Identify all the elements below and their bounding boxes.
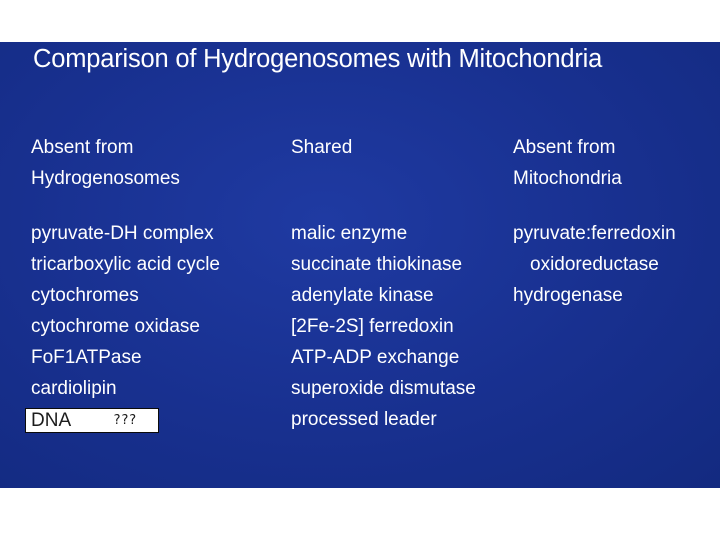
list-item: malic enzyme [291,223,408,244]
column-header: Hydrogenosomes [31,168,180,189]
slide-title: Comparison of Hydrogenosomes with Mitochondria [33,45,603,73]
list-item: tricarboxylic acid cycle [31,254,220,275]
list-item: superoxide dismutase [291,378,476,399]
list-item: [2Fe-2S] ferredoxin [291,316,454,337]
column-absent-from-mitochondria [513,132,676,311]
list-item: ATP-ADP exchange [291,347,460,368]
list-item: succinate thiokinase [291,254,463,275]
list-item: pyruvate:ferredoxin [513,223,676,244]
list-item: adenylate kinase [291,285,434,306]
list-item: cardiolipin [31,378,117,399]
list-item: cytochrome oxidase [31,316,200,337]
column-header [291,163,476,194]
column-header: Shared [291,137,353,158]
list-item: cytochromes [31,285,139,306]
column-absent-from-hydrogenosomes [31,132,220,404]
list-item: processed leader [291,409,437,430]
dna-annotation-box [25,408,159,433]
column-header: Absent from [513,137,616,158]
list-item: oxidoreductase [530,254,659,275]
slide [0,42,720,488]
dna-label: DNA [31,410,72,431]
column-shared [291,132,476,435]
question-marks: ??? [113,413,137,428]
column-header: Absent from [31,137,134,158]
list-item: hydrogenase [513,285,623,306]
column-header: Mitochondria [513,168,622,189]
list-item: FoF1ATPase [31,347,142,368]
list-item: pyruvate-DH complex [31,223,214,244]
